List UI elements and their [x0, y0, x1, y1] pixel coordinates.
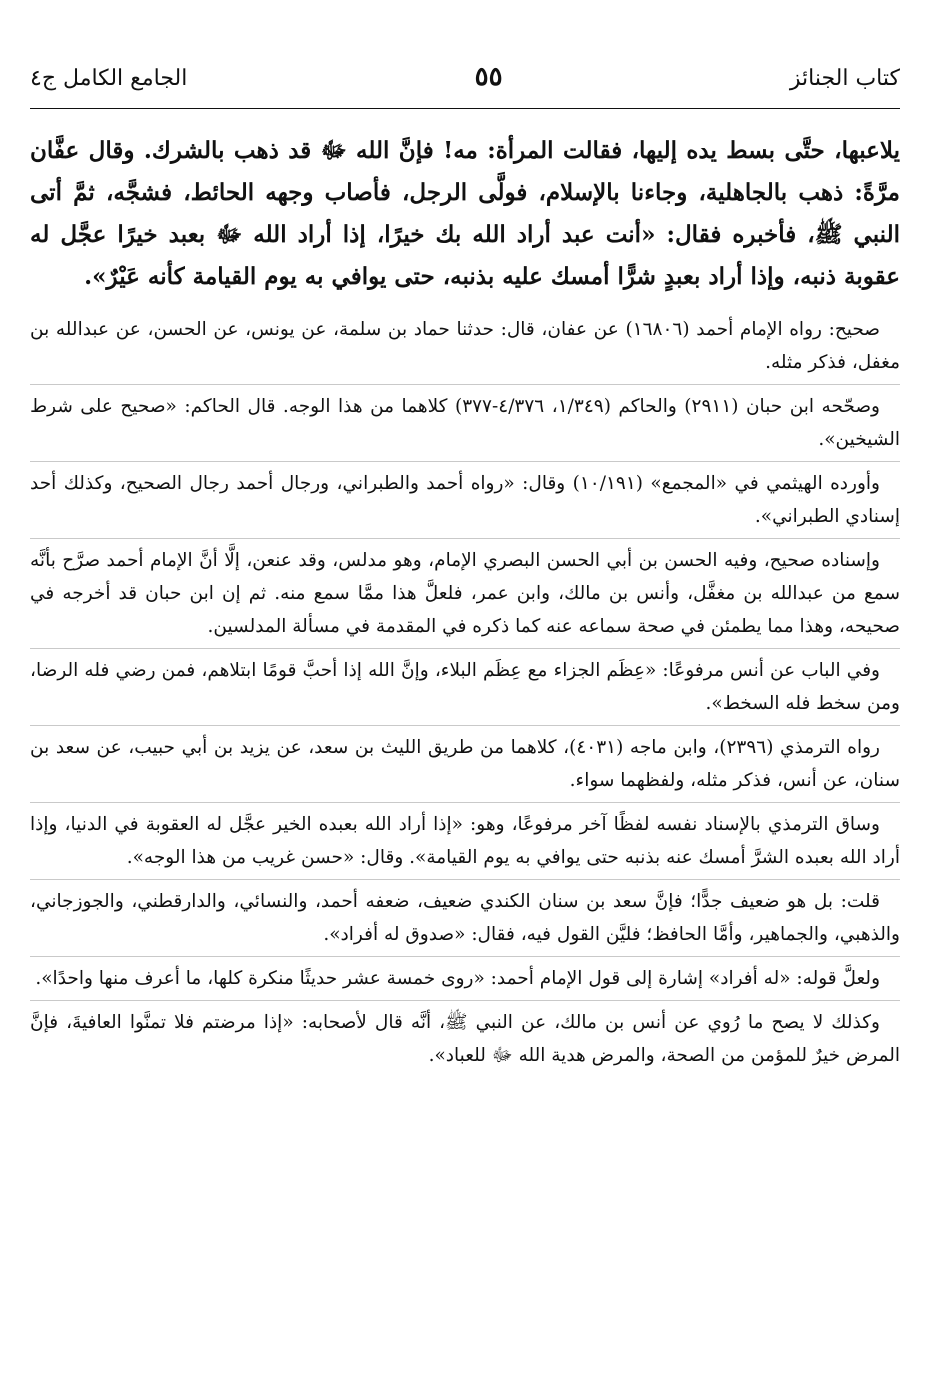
note-paragraph: قلت: بل هو ضعيف جدًّا؛ فإنَّ سعد بن سنان الكندي ضعيف، ضعفه أحمد، والنسائي، والدارقطني، والجوزجاني، والذهبي، والجماهير، وأمَّا الحافظ؛ فليَّن القول فيه، فقال: «صدوق له أفراد». [30, 880, 900, 957]
book-title: الجامع الكامل ج٤ [30, 66, 188, 91]
main-paragraph: يلاعبها، حتَّى بسط يده إليها، فقالت المرأة: مه! فإنَّ الله ﷻ قد ذهب بالشرك. وقال عفَّان مرَّةً: ذهب بالجاهلية، وجاءنا بالإسلام، فولَّى الرجل، فأصاب وجهه الحائط، فشجَّه، ثمَّ أتى النبي ﷺ، فأخبره فقال: «أنت عبد أراد الله بك خيرًا، إذا أراد الله ﷻ بعبد خيرًا عجَّل له عقوبة ذنبه، وإذا أراد بعبدٍ شرًّا أمسك عليه بذنبه، حتى يوافي به يوم القيامة كأنه عَيْرٌ». [30, 137, 900, 290]
note-paragraph: وفي الباب عن أنس مرفوعًا: «عِظَم الجزاء مع عِظَم البلاء، وإنَّ الله إذا أحبَّ قومًا ابتلاهم، فمن رضي فله الرضا، ومن سخط فله السخط». [30, 649, 900, 726]
note-paragraph: وصحّحه ابن حبان (٢٩١١) والحاكم (١/٣٤٩، ٤/٣٧٦-٣٧٧) كلاهما من هذا الوجه. قال الحاكم: «صحيح على شرط الشيخين». [30, 385, 900, 462]
note-paragraph: صحيح: رواه الإمام أحمد (١٦٨٠٦) عن عفان، قال: حدثنا حماد بن سلمة، عن يونس، عن الحسن، عن عبدالله بن مغفل، فذكر مثله. [30, 308, 900, 385]
page-body [30, 130, 900, 1077]
note-paragraph: وأورده الهيثمي في «المجمع» (١٠/١٩١) وقال: «رواه أحمد والطبراني، ورجال أحمد رجال الصحيح، وكذلك أحد إسنادي الطبراني». [30, 462, 900, 539]
commentary [30, 308, 900, 1077]
note-paragraph: وإسناده صحيح، وفيه الحسن بن أبي الحسن البصري الإمام، وهو مدلس، وقد عنعن، إلَّا أنَّ الإمام أحمد صرَّح بأنَّه سمع من عبدالله بن مغفَّل، وأنس بن مالك، وابن عمر، فلعلَّ هذا ممَّا سمع منه. ثم إن ابن حبان قد أخرجه في صحيحه، وهذا مما يطمئن في صحة سماعه عنه كما ذكره في المقدمة في مسألة المدلسين. [30, 539, 900, 649]
page-number: ٥٥ [474, 62, 503, 92]
chapter-title: كتاب الجنائز [789, 66, 900, 91]
header-rule [30, 108, 900, 109]
page-header [30, 62, 900, 102]
note-paragraph: وساق الترمذي بالإسناد نفسه لفظًا آخر مرفوعًا، وهو: «إذا أراد الله بعبده الخير عجَّل له العقوبة في الدنيا، وإذا أراد الله بعبده الشرَّ أمسك عنه بذنبه حتى يوافي به يوم القيامة». وقال: «حسن غريب من هذا الوجه». [30, 803, 900, 880]
note-paragraph: وكذلك لا يصح ما رُوي عن أنس بن مالك، عن النبي ﷺ، أنَّه قال لأصحابه: «إذا مرضتم فلا تمنَّوا العافيةَ، فإنَّ المرض خيرٌ للمؤمن من الصحة، والمرض هدية الله ﷻ للعباد». [30, 1012, 900, 1066]
note-paragraph: ولعلَّ قوله: «له أفراد» إشارة إلى قول الإمام أحمد: «روى خمسة عشر حديثًا منكرة كلها، ما أعرف منها واحدًا». [30, 957, 900, 1001]
note-paragraph: رواه الترمذي (٢٣٩٦)، وابن ماجه (٤٠٣١)، كلاهما من طريق الليث بن سعد، عن يزيد بن أبي حبيب، عن سعد بن سنان، عن أنس، فذكر مثله، ولفظهما سواء. [30, 726, 900, 803]
hadith-text [30, 130, 900, 298]
